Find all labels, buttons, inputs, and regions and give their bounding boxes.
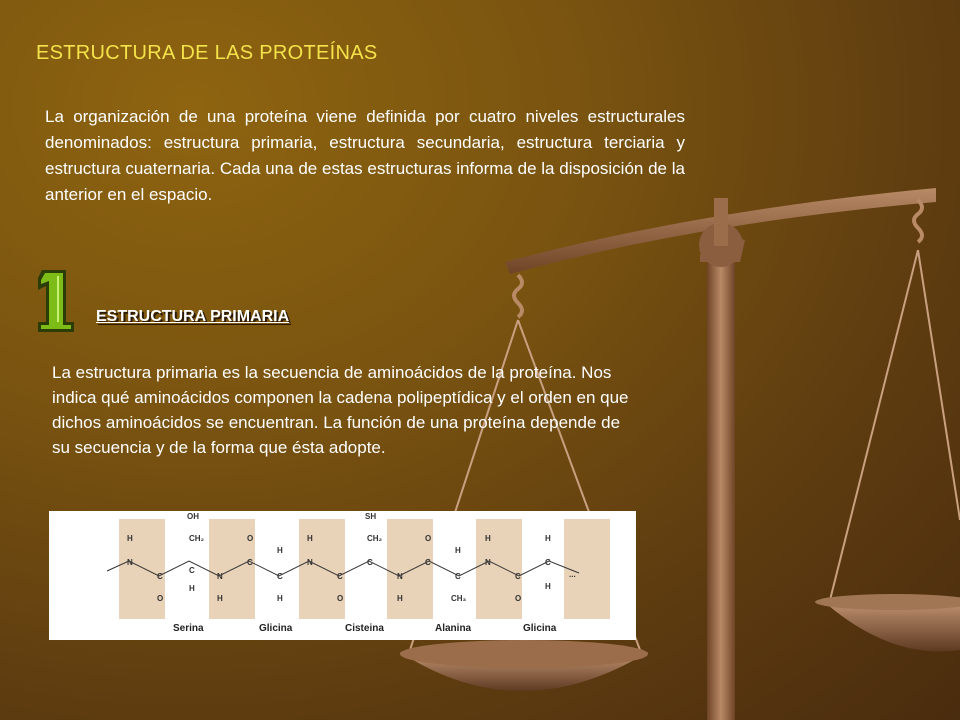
svg-text:C: C (545, 558, 551, 567)
svg-text:C: C (189, 566, 195, 575)
svg-text:C: C (337, 572, 343, 581)
svg-text:C: C (277, 572, 283, 581)
svg-text:CH₃: CH₃ (451, 594, 467, 603)
residue-block (299, 519, 345, 619)
residue-block (476, 519, 522, 619)
svg-text:CH₂: CH₂ (367, 534, 383, 543)
peptide-chain-diagram (49, 511, 636, 640)
svg-text:N: N (397, 572, 403, 581)
amino-acid-label: Serina (173, 623, 204, 634)
side-group-sh: SH (365, 512, 377, 521)
svg-text:C: C (367, 558, 373, 567)
svg-text:H: H (397, 594, 403, 603)
section-paragraph: La estructura primaria es la secuencia de aminoácidos de la proteína. Nos indica qué aminoácidos componen la cadena polipeptídica y el orden en que dichos aminoácidos se encuentran. La función de una proteína depende de su secuencia y de la forma que ésta adopte. (52, 363, 629, 457)
svg-text:N: N (307, 558, 313, 567)
svg-text:H: H (545, 534, 551, 543)
slide-title: ESTRUCTURA DE LAS PROTEÍNAS (36, 42, 378, 64)
svg-text:C: C (247, 558, 253, 567)
amino-acid-label: Glicina (259, 623, 293, 634)
svg-text:C: C (515, 572, 521, 581)
amino-acid-label: Cisteina (345, 623, 384, 634)
svg-text:C: C (455, 572, 461, 581)
svg-text:N: N (485, 558, 491, 567)
svg-text:O: O (247, 534, 254, 543)
svg-text:H: H (307, 534, 313, 543)
svg-text:H: H (277, 546, 283, 555)
intro-paragraph: La organización de una proteína viene definida por cuatro niveles estructurales denominados: estructura primaria, estructura secundaria, estructura terciaria y estructura cuaternaria. Cada una de estas estructuras informa de la disposición de la anterior en el espacio. (45, 107, 685, 204)
svg-text:C: C (157, 572, 163, 581)
svg-text:C: C (425, 558, 431, 567)
section-heading: ESTRUCTURA PRIMARIA (96, 308, 290, 325)
residue-block (564, 519, 610, 619)
svg-text:N: N (127, 558, 133, 567)
svg-text:N: N (217, 572, 223, 581)
svg-text:H: H (217, 594, 223, 603)
svg-text:H: H (485, 534, 491, 543)
svg-text:H: H (545, 582, 551, 591)
residue-block (119, 519, 165, 619)
svg-text:H: H (277, 594, 283, 603)
svg-text:H: H (455, 546, 461, 555)
svg-text:CH₂: CH₂ (189, 534, 205, 543)
svg-text:H: H (189, 584, 195, 593)
amino-acid-label: Glicina (523, 623, 557, 634)
svg-text:O: O (157, 594, 164, 603)
number-one-graphic (36, 270, 76, 332)
amino-acid-label: Alanina (435, 623, 472, 634)
number-one-text: 1 (36, 270, 37, 271)
chain-continuation: ... (569, 570, 576, 579)
svg-text:O: O (337, 594, 344, 603)
svg-text:H: H (127, 534, 133, 543)
svg-text:O: O (425, 534, 432, 543)
side-group-oh: OH (187, 512, 199, 521)
svg-text:O: O (515, 594, 522, 603)
